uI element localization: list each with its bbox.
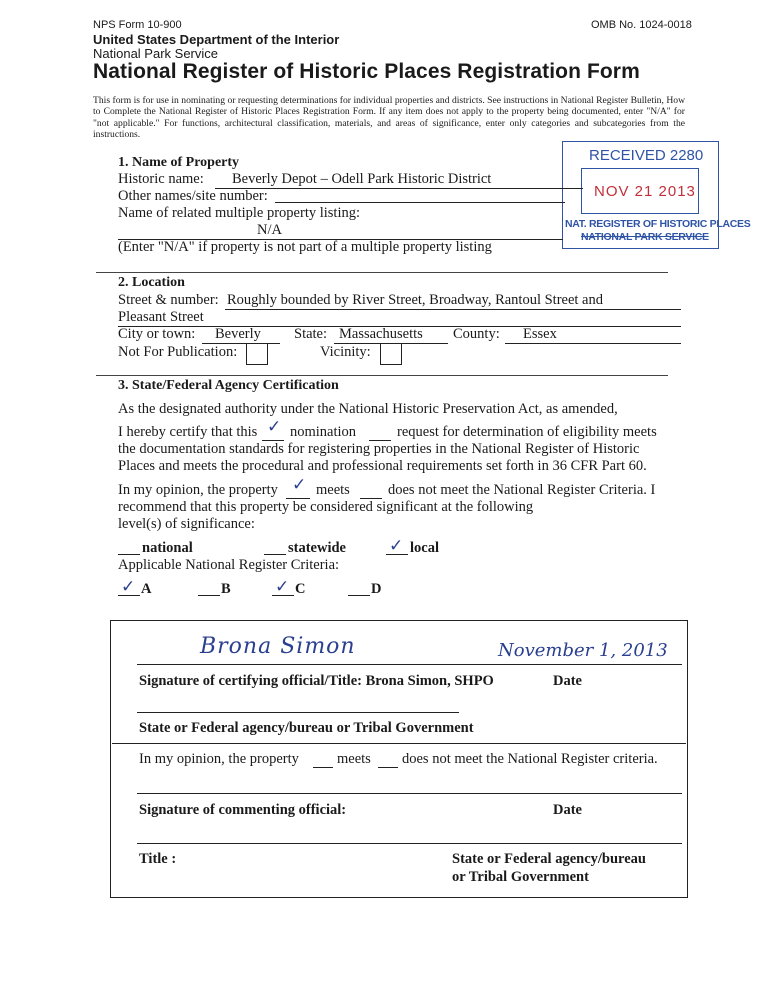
section-3-title: 3. State/Federal Agency Certification <box>118 378 339 393</box>
check-mark-icon: ✓ <box>292 475 307 495</box>
related-listing-field[interactable] <box>118 222 563 240</box>
stamp-line-1: NAT. REGISTER OF HISTORIC PLACES <box>565 218 751 230</box>
opinion-line-3: level(s) of significance: <box>118 516 255 532</box>
criterion-b: B <box>221 581 231 597</box>
vicinity-label: Vicinity: <box>320 344 371 360</box>
certifying-official-label: Signature of certifying official/Title: Brona Simon, SHPO <box>139 673 494 689</box>
divider <box>96 375 668 376</box>
check-mark-icon: ✓ <box>121 577 136 597</box>
criterion-b-blank[interactable] <box>198 595 220 596</box>
stamp-date: NOV 21 2013 <box>594 183 696 200</box>
agency-2-line-1: State or Federal agency/bureau <box>452 851 646 867</box>
divider <box>112 743 686 744</box>
agency-label: State or Federal agency/bureau or Tribal Government <box>139 720 474 736</box>
city-label: City or town: <box>118 326 196 342</box>
section-2-title: 2. Location <box>118 275 185 290</box>
other-names-label: Other names/site number: <box>118 188 268 204</box>
check-mark-icon: ✓ <box>275 577 290 597</box>
section-1-title: 1. Name of Property <box>118 155 240 170</box>
divider <box>96 272 668 273</box>
certify-line-3: Places and meets the procedural and professional requirements set forth in 36 CFR Part 60. <box>118 458 647 474</box>
check-mark-icon: ✓ <box>389 536 404 556</box>
level-local: local <box>410 540 439 556</box>
agency-2-line-2: or Tribal Government <box>452 869 589 885</box>
commenting-signature-line[interactable] <box>137 793 682 794</box>
street-value-2: Pleasant Street <box>118 309 204 325</box>
received-label: RECEIVED 2280 <box>589 147 704 164</box>
street-field-2[interactable] <box>118 309 681 327</box>
service-name: National Park Service <box>93 46 218 61</box>
received-stamp <box>562 141 751 249</box>
commenting-meets-blank[interactable] <box>313 751 333 768</box>
page-title: National Register of Historic Places Registration Form <box>93 60 640 83</box>
street-field-1[interactable] <box>225 292 681 310</box>
criterion-d: D <box>371 581 382 597</box>
instructions-text: This form is for use in nominating or requesting determinations for individual properties and districts. See instructions in National Register Bulletin, How to Complete the National Register of Historic Places Registration Form. If any item does not apply to the property being documented, enter "N/A" for "not applicable." For functions, architectural classification, materials, and areas of significance, enter only categories and subcategories from the instructions. <box>93 95 685 141</box>
does-not-meet-blank[interactable] <box>360 482 382 499</box>
authority-text: As the designated authority under the National Historic Preservation Act, as amended, <box>118 401 618 417</box>
commenting-official-label: Signature of commenting official: <box>139 802 347 818</box>
stamp-line-2: NATIONAL PARK SERVICE <box>581 231 709 243</box>
opinion-line-1: In my opinion, the property ✓ meets does not meet the National Register Criteria. I <box>118 475 656 498</box>
historic-name-value: Beverly Depot – Odell Park Historic District <box>232 171 492 187</box>
handwritten-date: November 1, 2013 <box>498 640 668 661</box>
local-blank[interactable] <box>386 536 408 556</box>
historic-name-label: Historic name: <box>118 171 204 187</box>
department-name: United States Department of the Interior <box>93 32 340 47</box>
enter-na-note: (Enter "N/A" if property is not part of a multiple property listing <box>118 239 492 255</box>
request-blank[interactable] <box>369 424 391 441</box>
street-label: Street & number: <box>118 292 219 308</box>
date-label: Date <box>553 673 582 689</box>
criterion-c-blank[interactable] <box>272 577 294 597</box>
criterion-a: A <box>141 581 152 597</box>
county-value: Essex <box>523 326 557 342</box>
commenting-does-not-meet-blank[interactable] <box>378 751 398 768</box>
criteria-label: Applicable National Register Criteria: <box>118 557 340 573</box>
not-for-publication-label: Not For Publication: <box>118 344 238 360</box>
county-field[interactable] <box>505 326 681 344</box>
national-blank[interactable] <box>118 554 140 555</box>
historic-name-field[interactable] <box>215 171 583 189</box>
state-label: State: <box>294 326 328 342</box>
criterion-d-blank[interactable] <box>348 595 370 596</box>
level-national: national <box>142 540 193 556</box>
not-for-publication-checkbox[interactable] <box>246 343 268 365</box>
city-value: Beverly <box>215 326 261 342</box>
related-listing-value: N/A <box>257 222 282 238</box>
city-field[interactable] <box>202 326 280 344</box>
meets-blank[interactable] <box>286 475 310 499</box>
signature-line[interactable] <box>137 664 682 665</box>
certify-line-2: the documentation standards for registering properties in the National Register of Historic <box>118 441 640 457</box>
county-label: County: <box>453 326 500 342</box>
state-field[interactable] <box>334 326 448 344</box>
criterion-c: C <box>295 581 306 597</box>
statewide-blank[interactable] <box>264 554 286 555</box>
nomination-blank[interactable] <box>262 417 284 441</box>
criterion-a-blank[interactable] <box>118 577 140 597</box>
other-names-field[interactable] <box>275 202 565 203</box>
level-statewide: statewide <box>288 540 346 556</box>
state-value: Massachusetts <box>339 326 423 342</box>
form-number: NPS Form 10-900 <box>93 19 182 31</box>
omb-number: OMB No. 1024-0018 <box>591 19 692 31</box>
related-listing-label: Name of related multiple property listing: <box>118 205 361 221</box>
agency-line[interactable] <box>137 712 459 713</box>
check-mark-icon: ✓ <box>267 417 282 437</box>
handwritten-signature: Brona Simon <box>200 634 356 659</box>
stamp-date-box <box>581 168 699 214</box>
opinion-line-2: recommend that this property be considered significant at the following <box>118 499 534 515</box>
vicinity-checkbox[interactable] <box>380 343 402 365</box>
certify-line-1: I hereby certify that this ✓ nomination request for determination of eligibility meets <box>118 417 657 440</box>
street-value-1: Roughly bounded by River Street, Broadway, Rantoul Street and <box>227 292 603 308</box>
title-line[interactable] <box>137 843 682 844</box>
date-label-2: Date <box>553 802 582 818</box>
title-label: Title : <box>139 851 177 867</box>
commenting-opinion: In my opinion, the property meets does not meet the National Register criteria. <box>139 751 658 767</box>
